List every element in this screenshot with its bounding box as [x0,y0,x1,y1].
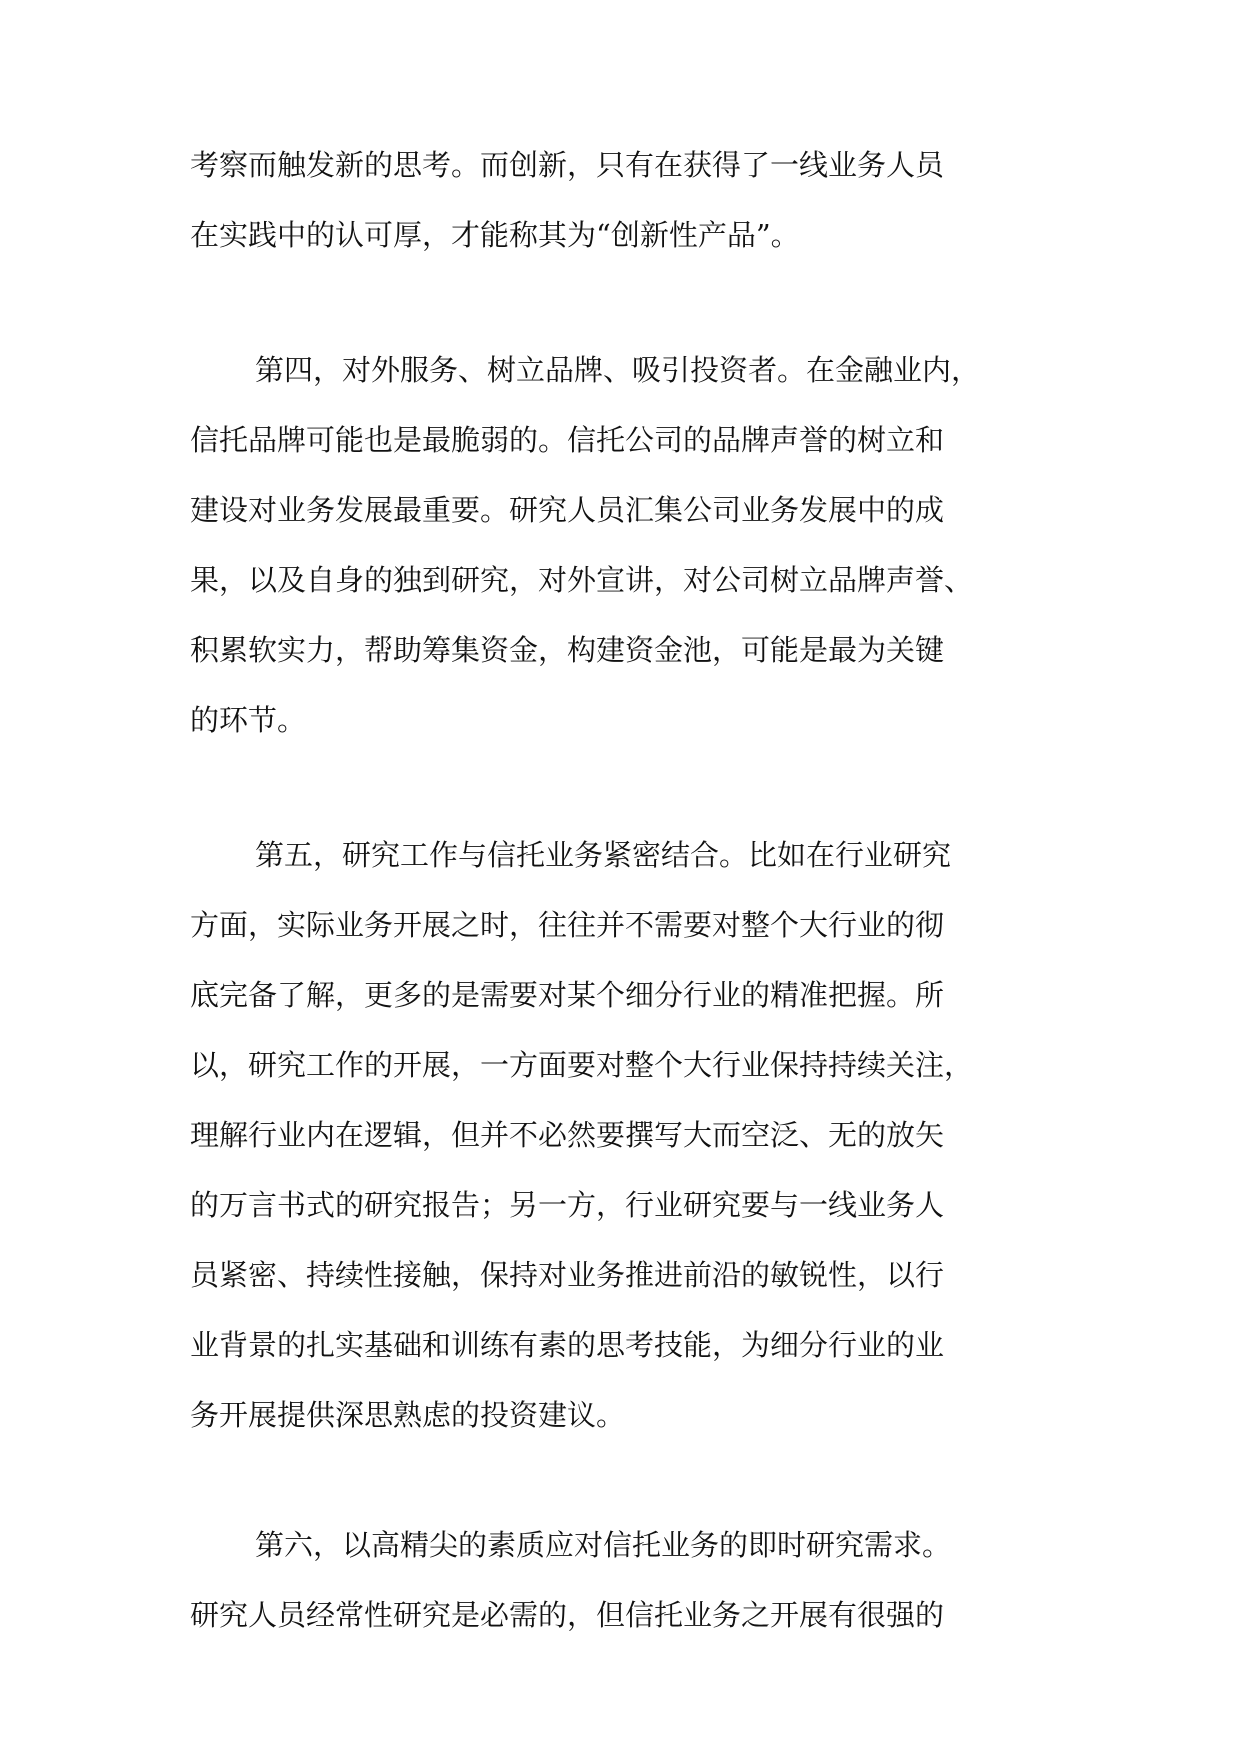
paragraph-line: 方面，实际业务开展之时，往往并不需要对整个大行业的彻 [190,908,945,942]
paragraph-line: 信托品牌可能也是最脆弱的。信托公司的品牌声誉的树立和 [190,423,945,457]
paragraph-line: 考察而触发新的思考。而创新，只有在获得了一线业务人员 [190,148,945,182]
paragraph-line: 在实践中的认可厚，才能称其为“创新性产品”。 [190,218,800,252]
paragraph-line: 研究人员经常性研究是必需的，但信托业务之开展有很强的 [190,1598,945,1632]
paragraph-line: 第四，对外服务、树立品牌、吸引投资者。在金融业内， [255,353,981,387]
paragraph-line: 以，研究工作的开展，一方面要对整个大行业保持持续关注， [190,1048,974,1082]
paragraph-line: 的环节。 [190,703,307,737]
paragraph-line: 第六，以高精尖的素质应对信托业务的即时研究需求。 [255,1528,952,1562]
paragraph-line: 底完备了解，更多的是需要对某个细分行业的精准把握。所 [190,978,945,1012]
paragraph-line: 的万言书式的研究报告；另一方，行业研究要与一线业务人 [190,1188,945,1222]
paragraph-line: 建设对业务发展最重要。研究人员汇集公司业务发展中的成 [190,493,945,527]
paragraph-line: 理解行业内在逻辑，但并不必然要撰写大而空泛、无的放矢 [190,1118,945,1152]
paragraph-line: 业背景的扎实基础和训练有素的思考技能，为细分行业的业 [190,1328,945,1362]
paragraph-line: 果，以及自身的独到研究，对外宣讲，对公司树立品牌声誉、 [190,563,974,597]
paragraph-line: 员紧密、持续性接触，保持对业务推进前沿的敏锐性，以行 [190,1258,945,1292]
paragraph-line: 第五，研究工作与信托业务紧密结合。比如在行业研究 [255,838,952,872]
paragraph-line: 务开展提供深思熟虑的投资建议。 [190,1398,626,1432]
paragraph-line: 积累软实力，帮助筹集资金，构建资金池，可能是最为关键 [190,633,945,667]
